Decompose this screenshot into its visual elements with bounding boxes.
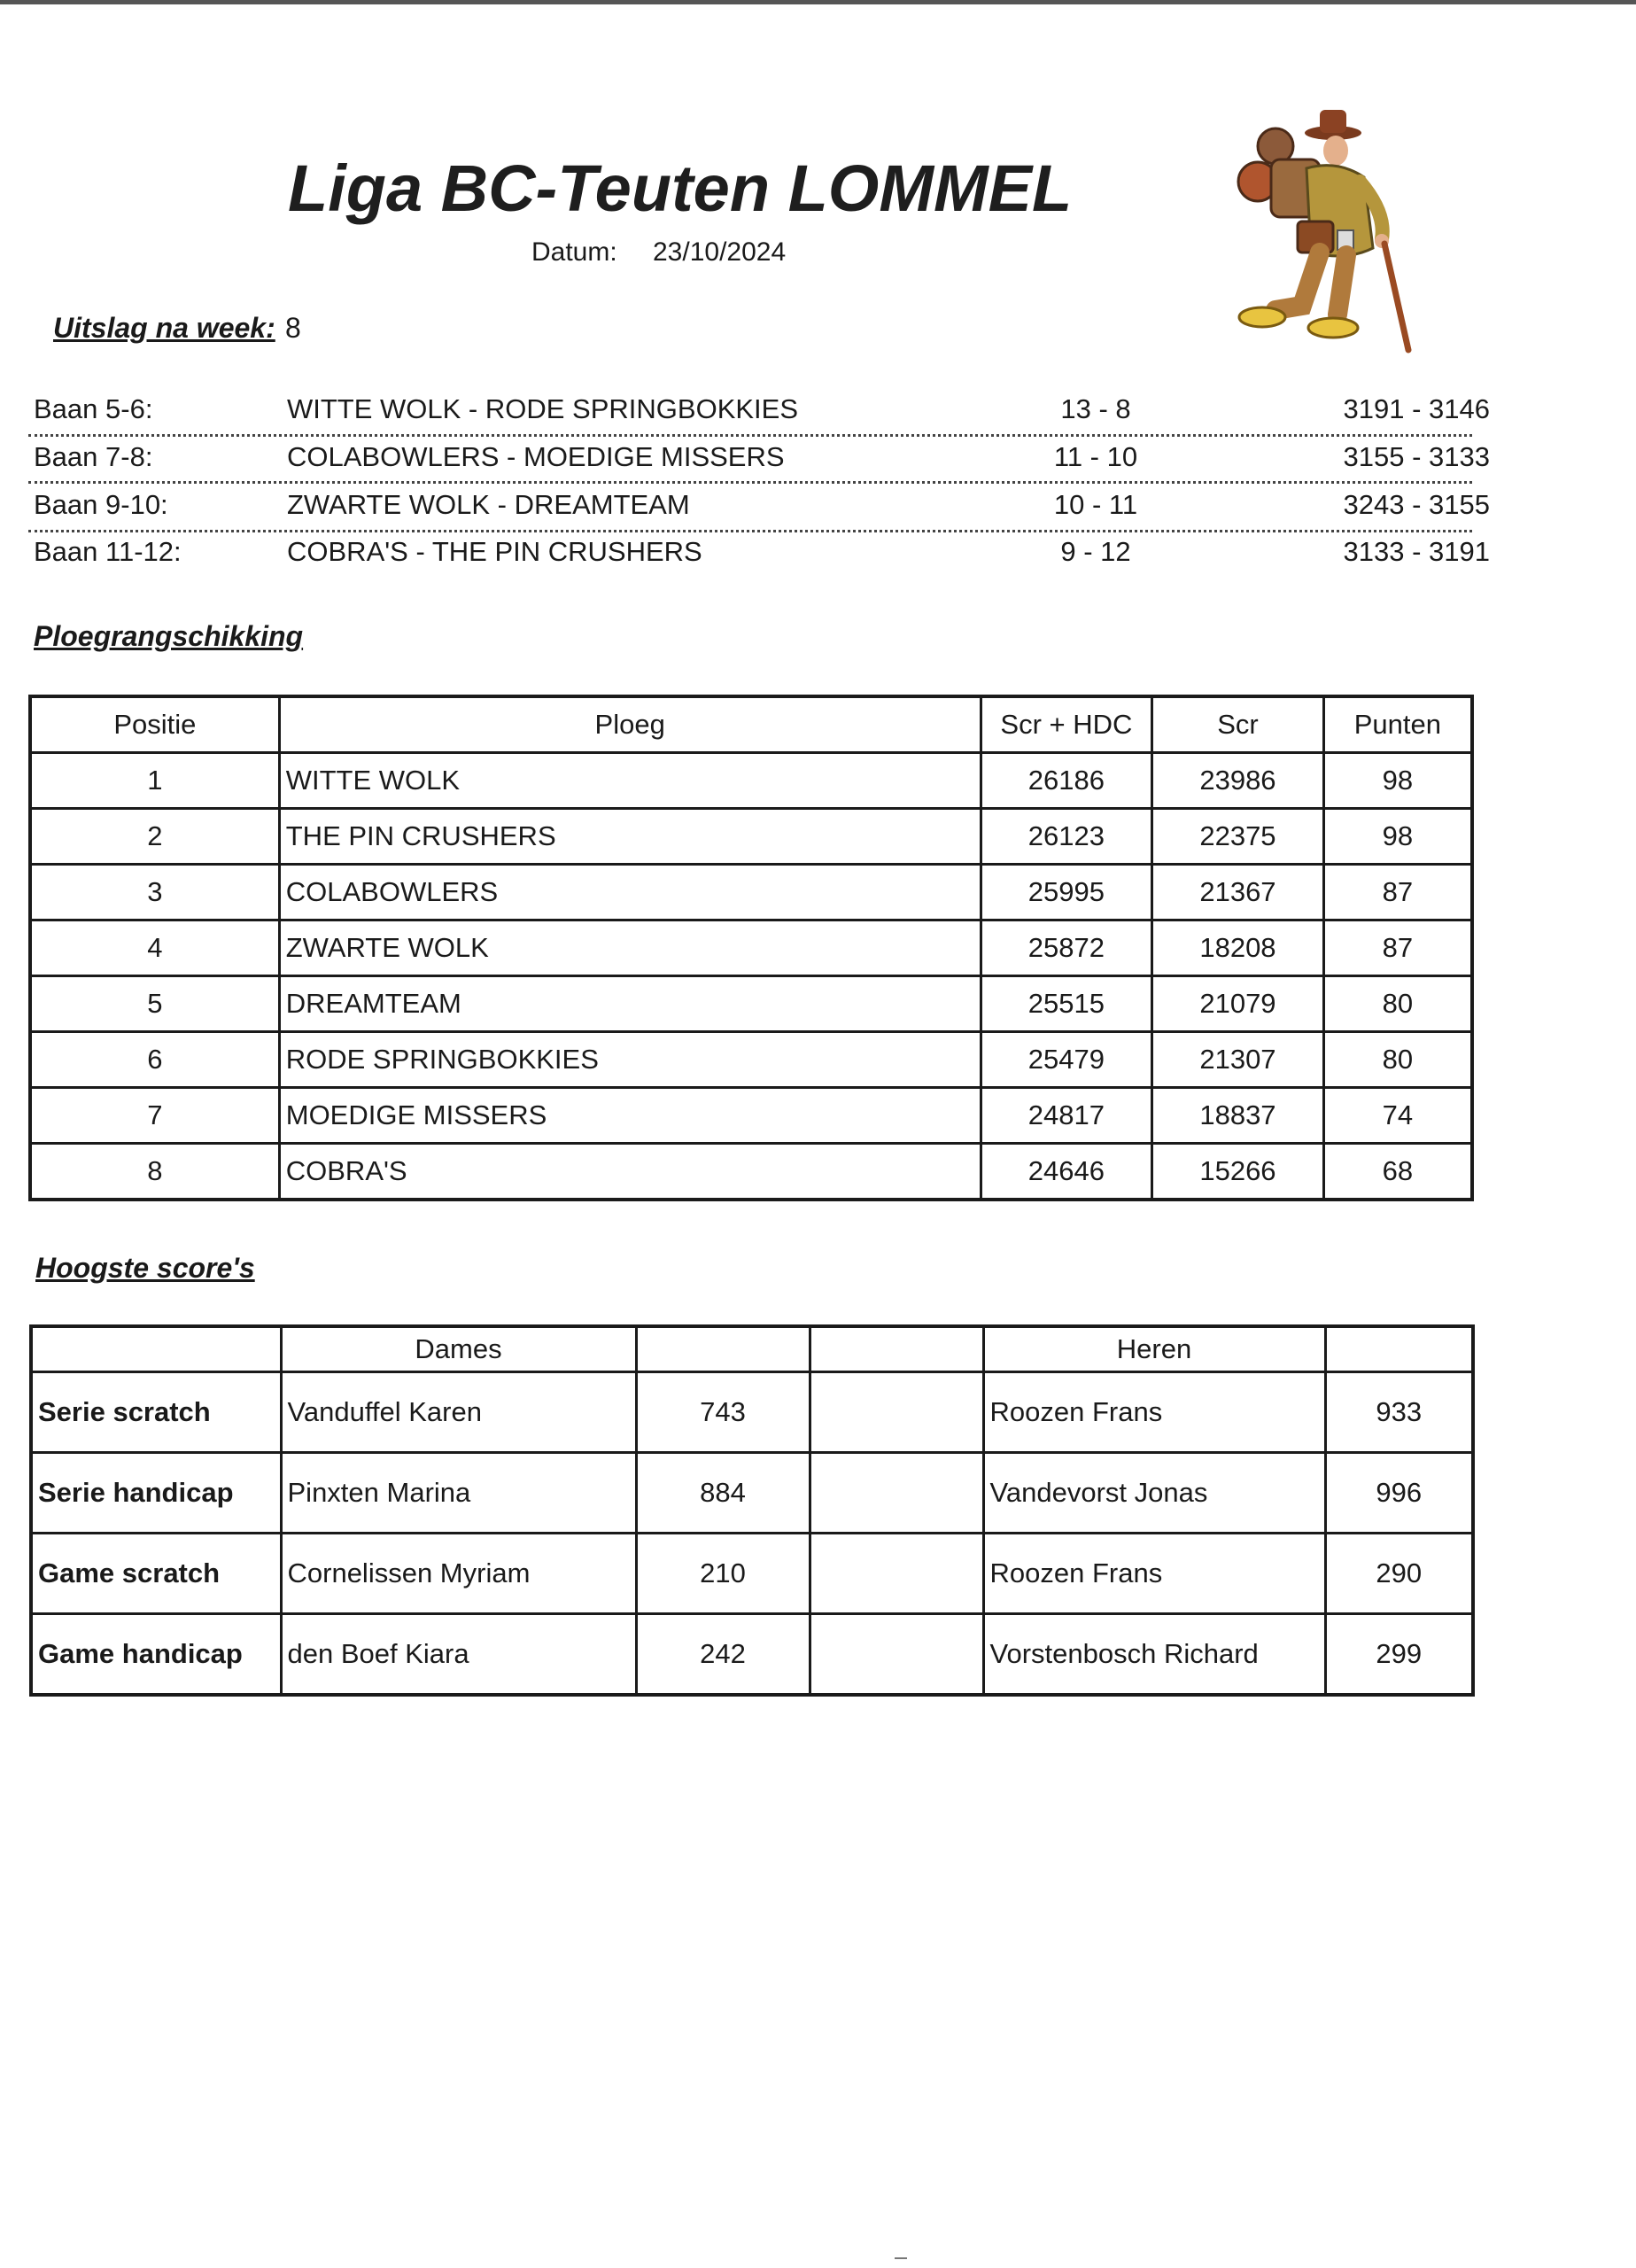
match-score: 10 - 11 [1053,489,1138,520]
dames-name: Cornelissen Myriam [281,1534,636,1614]
heren-name: Roozen Frans [983,1534,1325,1614]
match-row [28,529,1490,575]
team-name: RODE SPRINGBOKKIES [279,1032,981,1088]
scr-hdc: 26186 [981,753,1152,809]
empty-cell [31,1326,281,1372]
category-label: Game handicap [31,1614,281,1696]
match-row [28,386,1490,432]
team-name: MOEDIGE MISSERS [279,1088,981,1144]
dames-header: Dames [281,1326,636,1372]
match-score: 9 - 12 [1060,536,1131,567]
scr-hdc: 25479 [981,1032,1152,1088]
col-header: Punten [1323,696,1472,753]
scr-hdc: 24817 [981,1088,1152,1144]
scr-hdc: 25995 [981,865,1152,920]
match-teams: ZWARTE WOLK - DREAMTEAM [287,489,690,520]
dames-score: 210 [636,1534,810,1614]
empty-cell [810,1614,983,1696]
table-row [31,1534,1473,1614]
standings-section-title: Ploegrangschikking [34,620,304,652]
high-scores-table [29,1324,1475,1697]
empty-cell [810,1534,983,1614]
points: 98 [1323,809,1472,865]
dames-name: Vanduffel Karen [281,1372,636,1453]
scr-hdc: 25515 [981,976,1152,1032]
match-lane: Baan 11-12: [34,536,182,567]
category-label: Game scratch [31,1534,281,1614]
dames-name: den Boef Kiara [281,1614,636,1696]
match-row [28,434,1490,480]
empty-cell [810,1326,983,1372]
team-name: COBRA'S [279,1144,981,1200]
table-row [31,1372,1473,1453]
table-row [30,976,1472,1032]
table-row [30,1144,1472,1200]
empty-cell [810,1453,983,1534]
team-name: WITTE WOLK [279,753,981,809]
scr-hdc: 24646 [981,1144,1152,1200]
high-scores-header-row [31,1326,1473,1372]
scr: 21307 [1152,1032,1324,1088]
table-row [30,920,1472,976]
scr: 18208 [1152,920,1324,976]
empty-cell [636,1326,810,1372]
heren-score: 290 [1325,1534,1473,1614]
team-name: ZWARTE WOLK [279,920,981,976]
table-row [30,809,1472,865]
heren-name: Roozen Frans [983,1372,1325,1453]
match-lane: Baan 7-8: [34,441,153,472]
col-header: Scr [1152,696,1324,753]
points: 80 [1323,1032,1472,1088]
match-pins: 3243 - 3155 [1343,489,1490,520]
peddler-figure-icon [1205,97,1417,363]
points: 80 [1323,976,1472,1032]
dames-score: 242 [636,1614,810,1696]
scr: 18837 [1152,1088,1324,1144]
datum-label: Datum: [531,237,617,267]
dames-score: 884 [636,1453,810,1534]
scr-hdc: 26123 [981,809,1152,865]
table-row [31,1453,1473,1534]
position: 3 [30,865,279,920]
scr: 21367 [1152,865,1324,920]
high-scores-section-title: Hoogste score's [35,1252,255,1284]
team-name: DREAMTEAM [279,976,981,1032]
match-lane: Baan 5-6: [34,393,153,424]
table-row [30,1032,1472,1088]
position: 5 [30,976,279,1032]
col-header: Ploeg [279,696,981,753]
datum-value: 23/10/2024 [653,237,787,267]
table-row [30,753,1472,809]
scr: 23986 [1152,753,1324,809]
col-header: Positie [30,696,279,753]
position: 2 [30,809,279,865]
match-pins: 3191 - 3146 [1343,393,1490,424]
heren-header: Heren [983,1326,1325,1372]
dames-name: Pinxten Marina [281,1453,636,1534]
scan-edge [0,0,1636,4]
points: 87 [1323,865,1472,920]
col-header: Scr + HDC [981,696,1152,753]
match-score: 11 - 10 [1053,441,1138,472]
category-label: Serie scratch [31,1372,281,1453]
position: 6 [30,1032,279,1088]
table-row [30,1088,1472,1144]
standings-header-row [30,696,1472,753]
scan-mark [895,2257,907,2259]
match-teams: COLABOWLERS - MOEDIGE MISSERS [287,441,785,472]
heren-score: 996 [1325,1453,1473,1534]
match-pins: 3155 - 3133 [1343,441,1490,472]
empty-cell [810,1372,983,1453]
points: 87 [1323,920,1472,976]
dames-score: 743 [636,1372,810,1453]
heren-score: 933 [1325,1372,1473,1453]
match-teams: WITTE WOLK - RODE SPRINGBOKKIES [287,393,799,424]
position: 1 [30,753,279,809]
week-value: 8 [285,312,301,344]
page-title: Liga BC-Teuten LOMMEL [288,151,1073,225]
team-name: COLABOWLERS [279,865,981,920]
heren-name: Vandevorst Jonas [983,1453,1325,1534]
scr-hdc: 25872 [981,920,1152,976]
table-row [31,1614,1473,1696]
match-pins: 3133 - 3191 [1343,536,1490,567]
match-score: 13 - 8 [1060,393,1131,424]
table-row [30,865,1472,920]
points: 98 [1323,753,1472,809]
scr: 15266 [1152,1144,1324,1200]
category-label: Serie handicap [31,1453,281,1534]
scr: 22375 [1152,809,1324,865]
standings-table [28,695,1474,1201]
position: 8 [30,1144,279,1200]
match-teams: COBRA'S - THE PIN CRUSHERS [287,536,702,567]
position: 4 [30,920,279,976]
week-label: Uitslag na week: [53,312,275,344]
team-name: THE PIN CRUSHERS [279,809,981,865]
empty-cell [1325,1326,1473,1372]
points: 74 [1323,1088,1472,1144]
match-lane: Baan 9-10: [34,489,168,520]
points: 68 [1323,1144,1472,1200]
heren-score: 299 [1325,1614,1473,1696]
heren-name: Vorstenbosch Richard [983,1614,1325,1696]
match-row [28,482,1490,528]
position: 7 [30,1088,279,1144]
scr: 21079 [1152,976,1324,1032]
